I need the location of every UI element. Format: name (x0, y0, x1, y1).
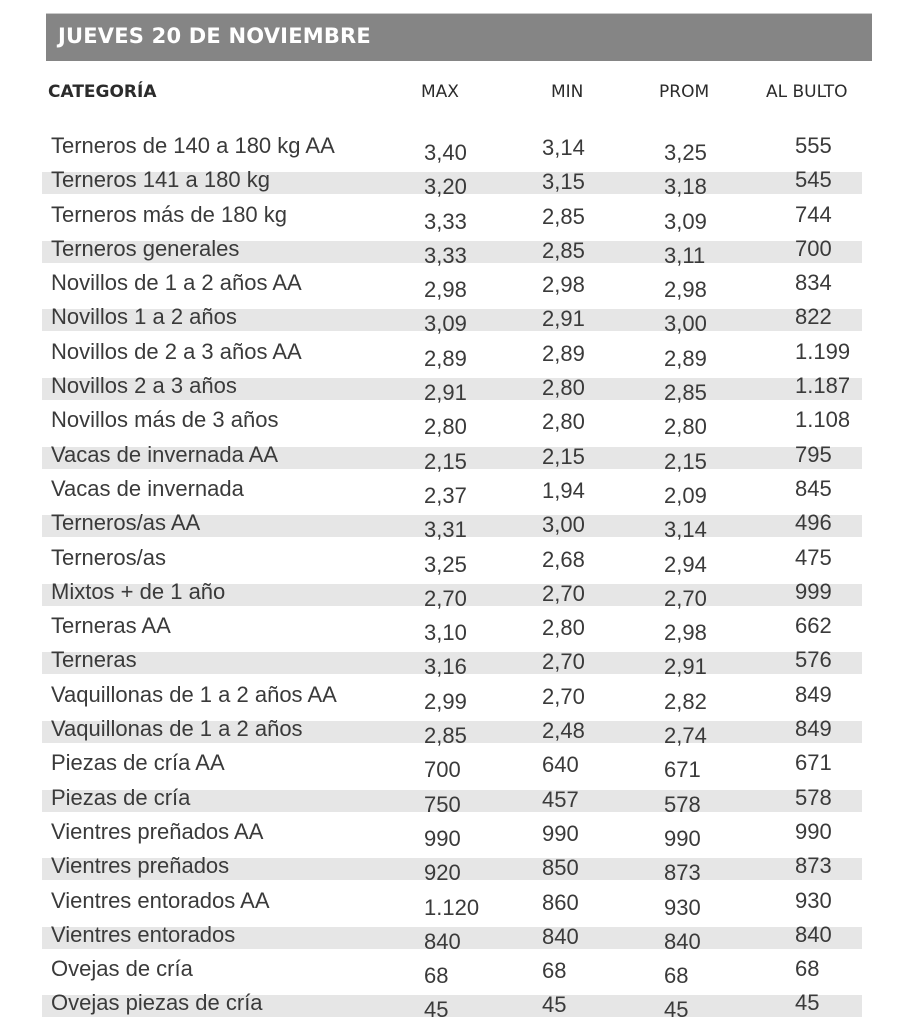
cell-min: 457 (542, 786, 579, 812)
cell-min: 1,94 (542, 477, 585, 503)
cell-category: Vientres entorados (51, 921, 236, 947)
cell-max: 700 (424, 757, 461, 783)
cell-min: 3,15 (542, 169, 585, 195)
cell-al-bulto: 496 (795, 510, 832, 536)
cell-al-bulto: 1.187 (795, 373, 851, 399)
cell-al-bulto: 545 (795, 167, 832, 193)
cell-category: Piezas de cría (51, 784, 191, 810)
table-row (0, 405, 907, 439)
table-row (0, 577, 907, 611)
cell-prom: 3,11 (664, 242, 706, 268)
column-header-min: MIN (551, 82, 584, 102)
cell-max: 2,91 (424, 380, 467, 406)
cell-category: Terneros de 140 a 180 kg AA (51, 133, 335, 158)
cell-min: 2,15 (542, 443, 585, 469)
cell-category: Piezas de cría AA (51, 750, 225, 776)
cell-prom: 45 (664, 997, 689, 1023)
cell-min: 640 (542, 752, 579, 778)
cell-category: Mixtos + de 1 año (51, 578, 226, 604)
cell-max: 2,37 (424, 482, 467, 508)
cell-prom: 2,15 (664, 448, 707, 474)
cell-prom: 2,82 (664, 688, 707, 714)
cell-category: Novillos 1 a 2 años (51, 304, 237, 330)
cell-category: Ovejas de cría (51, 956, 193, 982)
table-row (0, 748, 907, 782)
cell-min: 860 (542, 889, 579, 915)
cell-max: 1.120 (424, 894, 480, 920)
cell-category: Terneras (51, 647, 137, 673)
cell-al-bulto: 662 (795, 613, 832, 639)
cell-category: Vacas de invernada (51, 475, 244, 501)
cell-prom: 2,09 (664, 482, 707, 508)
cell-min: 850 (542, 855, 579, 881)
cell-category: Ovejas piezas de cría (51, 990, 263, 1016)
cell-prom: 3,25 (664, 140, 707, 165)
cell-min: 2,98 (542, 272, 585, 298)
cell-prom: 68 (664, 963, 689, 989)
cell-al-bulto: 1.108 (795, 407, 851, 433)
cell-prom: 873 (664, 860, 701, 886)
cell-prom: 2,89 (664, 345, 707, 371)
cell-min: 3,00 (542, 512, 585, 538)
cell-prom: 2,85 (664, 380, 707, 406)
table-row (0, 611, 907, 645)
cell-category: Vientres preñados AA (51, 818, 264, 844)
cell-max: 3,09 (424, 311, 467, 337)
cell-category: Vientres preñados (51, 853, 230, 879)
table-row (0, 645, 907, 679)
cell-min: 2,70 (542, 580, 585, 606)
cell-al-bulto: 671 (795, 750, 832, 776)
cell-max: 2,80 (424, 414, 467, 440)
cell-category: Terneras AA (51, 613, 171, 639)
cell-prom: 930 (664, 894, 701, 920)
cell-category: Terneros/as (51, 544, 166, 570)
cell-al-bulto: 45 (795, 990, 820, 1016)
table-row (0, 783, 907, 817)
table-row (0, 508, 907, 542)
cell-min: 2,80 (542, 375, 585, 401)
table-row (0, 131, 907, 165)
cell-min: 2,89 (542, 340, 585, 366)
cell-al-bulto: 700 (795, 235, 832, 261)
cell-al-bulto: 873 (795, 853, 832, 879)
cell-max: 3,20 (424, 174, 467, 200)
table-row (0, 200, 907, 234)
table-row (0, 337, 907, 371)
cell-prom: 2,98 (664, 620, 707, 646)
cell-max: 750 (424, 791, 461, 817)
cell-max: 68 (424, 963, 449, 989)
cell-category: Terneros más de 180 kg (51, 201, 288, 227)
cell-al-bulto: 990 (795, 818, 832, 844)
cell-category: Novillos de 2 a 3 años AA (51, 338, 302, 364)
table-row (0, 371, 907, 405)
cell-min: 68 (542, 958, 567, 984)
cell-al-bulto: 999 (795, 578, 832, 604)
cell-max: 3,33 (424, 208, 467, 234)
cell-al-bulto: 744 (795, 201, 832, 227)
cell-max: 3,16 (424, 654, 467, 680)
cell-al-bulto: 68 (795, 956, 820, 982)
cell-min: 2,70 (542, 683, 585, 709)
cell-al-bulto: 849 (795, 681, 832, 707)
price-table (0, 131, 907, 1023)
cell-min: 2,70 (542, 649, 585, 675)
cell-min: 2,85 (542, 237, 585, 263)
cell-al-bulto: 576 (795, 647, 832, 673)
cell-min: 2,80 (542, 615, 585, 641)
cell-min: 2,91 (542, 306, 585, 332)
cell-min: 2,68 (542, 546, 585, 572)
table-row (0, 714, 907, 748)
table-row (0, 954, 907, 988)
cell-category: Vacas de invernada AA (51, 441, 279, 467)
cell-prom: 2,70 (664, 585, 707, 611)
cell-prom: 3,00 (664, 311, 707, 337)
cell-max: 3,40 (424, 140, 467, 165)
cell-max: 2,70 (424, 585, 467, 611)
cell-al-bulto: 845 (795, 475, 832, 501)
cell-al-bulto: 849 (795, 716, 832, 742)
cell-min: 990 (542, 820, 579, 846)
cell-al-bulto: 1.199 (795, 338, 851, 364)
cell-category: Vaquillonas de 1 a 2 años (51, 716, 303, 742)
table-row (0, 886, 907, 920)
cell-category: Novillos más de 3 años (51, 407, 279, 433)
cell-prom: 2,91 (664, 654, 707, 680)
cell-max: 3,33 (424, 242, 467, 268)
table-row (0, 165, 907, 199)
cell-prom: 578 (664, 791, 701, 817)
table-row (0, 474, 907, 508)
cell-prom: 671 (664, 757, 701, 783)
cell-max: 920 (424, 860, 461, 886)
table-row (0, 543, 907, 577)
table-row (0, 988, 907, 1022)
cell-min: 2,80 (542, 409, 585, 435)
table-row (0, 440, 907, 474)
cell-prom: 2,74 (664, 723, 707, 749)
date-title: JUEVES 20 DE NOVIEMBRE (58, 24, 371, 48)
table-row (0, 817, 907, 851)
column-header-category: CATEGORÍA (48, 82, 157, 102)
cell-min: 840 (542, 923, 579, 949)
cell-max: 2,99 (424, 688, 467, 714)
cell-max: 3,31 (424, 517, 467, 543)
cell-al-bulto: 834 (795, 270, 832, 296)
cell-max: 990 (424, 825, 461, 851)
table-row (0, 680, 907, 714)
table-row (0, 920, 907, 954)
cell-al-bulto: 795 (795, 441, 832, 467)
cell-max: 3,25 (424, 551, 467, 577)
cell-max: 2,89 (424, 345, 467, 371)
cell-category: Terneros 141 a 180 kg (51, 167, 270, 193)
cell-prom: 3,09 (664, 208, 707, 234)
cell-prom: 2,80 (664, 414, 707, 440)
table-row (0, 302, 907, 336)
column-header-prom: PROM (659, 82, 710, 102)
cell-al-bulto: 555 (795, 133, 832, 158)
cell-category: Vientres entorados AA (51, 887, 270, 913)
cell-prom: 840 (664, 928, 701, 954)
cell-category: Novillos de 1 a 2 años AA (51, 270, 302, 296)
cell-al-bulto: 578 (795, 784, 832, 810)
column-header-max: MAX (421, 82, 459, 102)
cell-al-bulto: 475 (795, 544, 832, 570)
cell-min: 2,48 (542, 718, 585, 744)
table-row (0, 851, 907, 885)
cell-al-bulto: 840 (795, 921, 832, 947)
table-row (0, 268, 907, 302)
cell-category: Terneros/as AA (51, 510, 201, 536)
cell-prom: 3,14 (664, 517, 707, 543)
cell-al-bulto: 930 (795, 887, 832, 913)
table-row (0, 234, 907, 268)
cell-max: 2,98 (424, 277, 467, 303)
cell-min: 2,85 (542, 203, 585, 229)
cell-min: 3,14 (542, 135, 585, 160)
cell-max: 840 (424, 928, 461, 954)
cell-category: Terneros generales (51, 235, 240, 261)
cell-max: 2,85 (424, 723, 467, 749)
cell-prom: 990 (664, 825, 701, 851)
cell-category: Vaquillonas de 1 a 2 años AA (51, 681, 337, 707)
date-header-bar (46, 13, 872, 61)
cell-min: 45 (542, 992, 567, 1018)
cell-max: 45 (424, 997, 449, 1023)
cell-max: 2,15 (424, 448, 467, 474)
cell-prom: 3,18 (664, 174, 707, 200)
cell-max: 3,10 (424, 620, 467, 646)
column-header-al-bulto: AL BULTO (766, 82, 848, 102)
cell-category: Novillos 2 a 3 años (51, 373, 237, 399)
cell-prom: 2,98 (664, 277, 707, 303)
cell-al-bulto: 822 (795, 304, 832, 330)
cell-prom: 2,94 (664, 551, 707, 577)
